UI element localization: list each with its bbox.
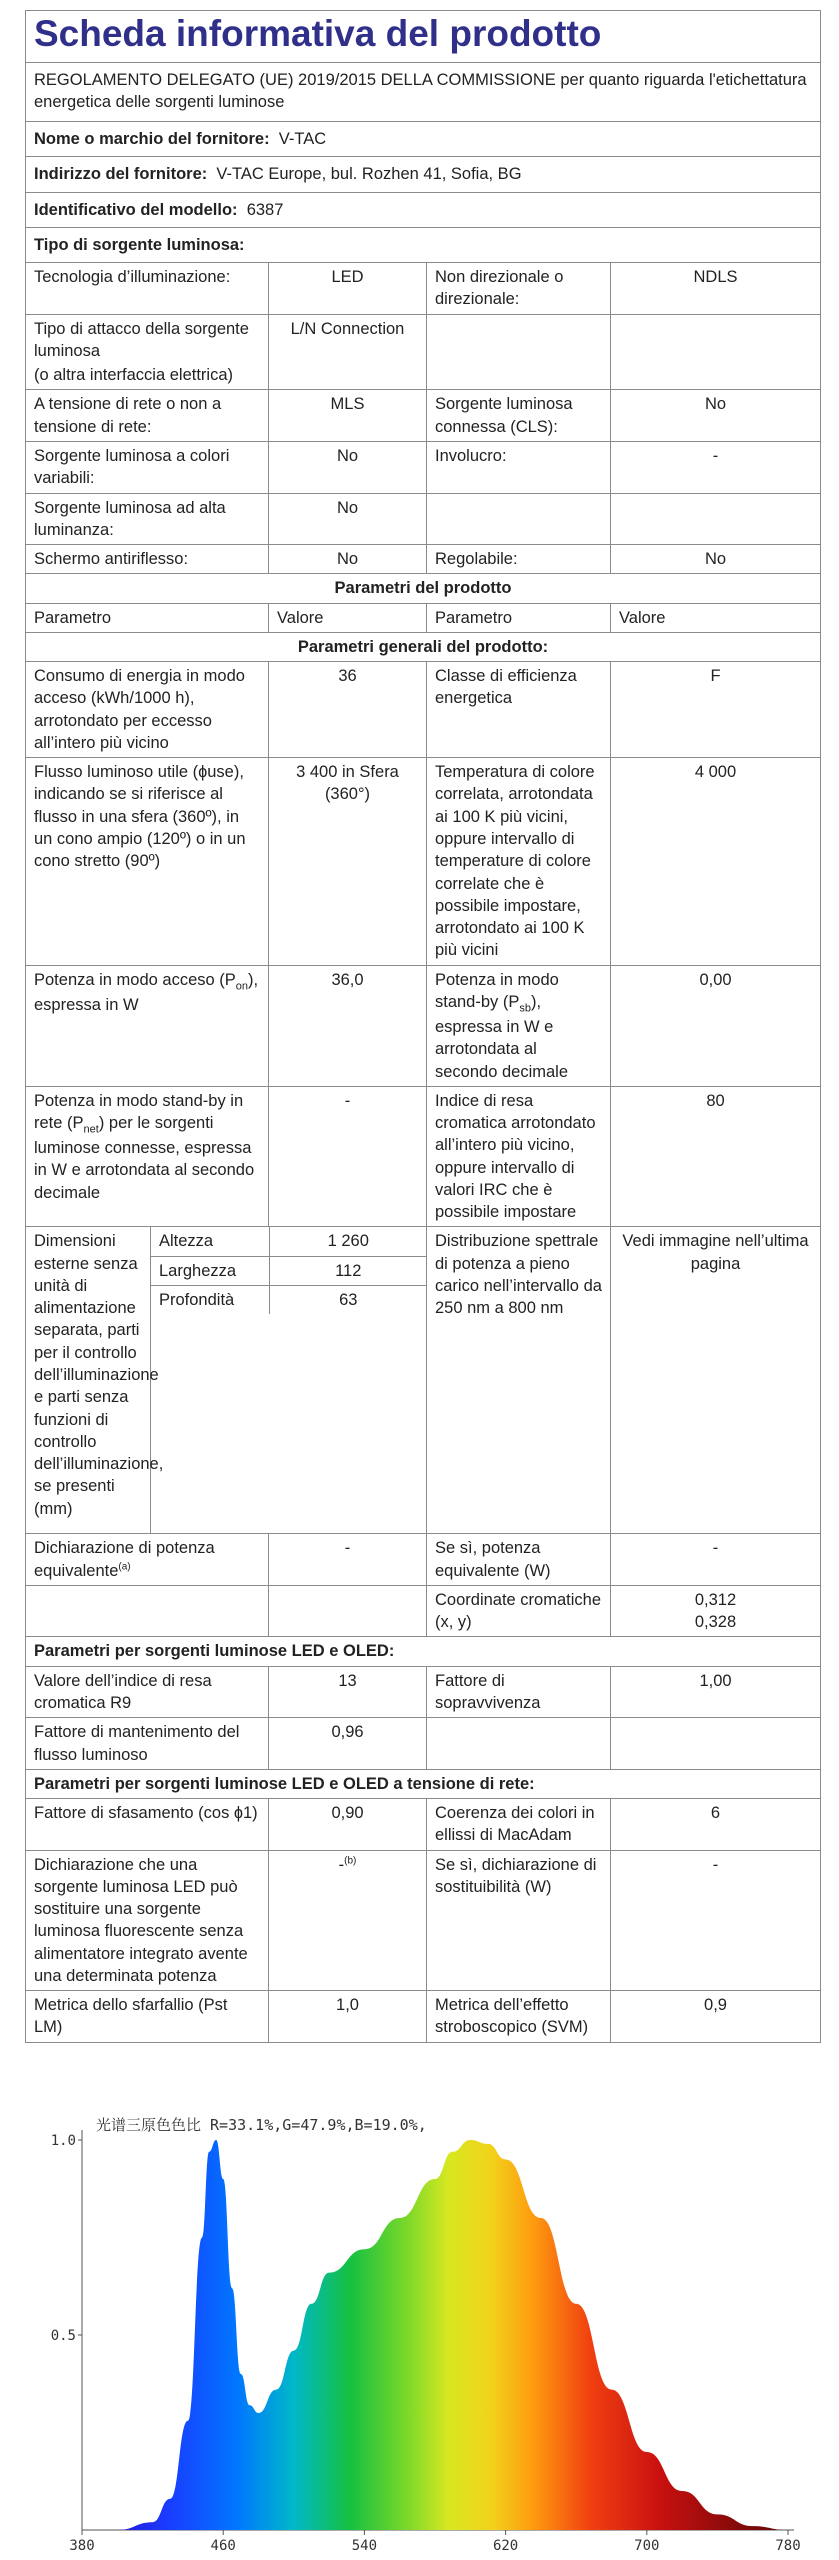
model-label: Identificativo del modello: (34, 200, 238, 219)
pnet-label: Potenza in modo stand-by in rete $(P_{net})$ per le sorgenti luminose connesse, espressa in W e arrotondata al secondo decimale (26, 1086, 269, 1227)
cri-label: Indice di resa cromatica arrotondato all’intero più vicino, oppure intervallo di valori IRC che è possibile impostare (427, 1086, 611, 1227)
x-tick-label: 540 (351, 2538, 378, 2552)
cls-value: No (611, 390, 821, 442)
flicker-value: 1,0 (269, 1991, 427, 2043)
dimmable-value: No (611, 545, 821, 574)
flux-value: 3 400 in Sfera (360°) (269, 758, 427, 965)
mains-label: A tensione di rete o non a tensione di rete: (26, 390, 269, 442)
replace-value: -$^{(b)}$ (269, 1850, 427, 1991)
spectrum-svg (38, 2092, 818, 2552)
chroma-x-value: 0,312 (694, 1590, 737, 1609)
replaceability-label: Se sì, dichiarazione di sostituibilità (W) (427, 1850, 611, 1991)
spectrum-area (82, 2140, 788, 2530)
address-label: Indirizzo del fornitore: (34, 165, 208, 184)
antiglare-value: No (269, 545, 427, 574)
cls-label: Sorgente luminosa connessa (CLS): (427, 390, 611, 442)
source-type-title: Tipo di sorgente luminosa: (26, 227, 821, 262)
high-lum-value: No (269, 493, 427, 545)
col-header-param2: Parametro (427, 603, 611, 632)
x-tick-label: 780 (775, 2538, 801, 2552)
general-params-title: Parametri generali del prodotto: (26, 632, 821, 661)
energy-label: Consumo di energia in modo acceso (kWh/1000 h), arrotondato per eccesso all’intero più vicino (26, 662, 269, 758)
antiglare-label: Schermo antiriflesso: (26, 545, 269, 574)
attach-label: Tipo di attacco della sorgente luminosa (34, 319, 249, 360)
direction-label: Non direzionale o direzionale: (427, 263, 611, 315)
cos-label: Fattore di sfasamento (cos ɸ1) (26, 1799, 269, 1851)
flicker-label: Metrica dello sfarfallio (Pst LM) (26, 1991, 269, 2043)
col-header-param: Parametro (26, 603, 269, 632)
mains-params-title: Parametri per sorgenti luminose LED e OLED a tensione di rete: (26, 1769, 821, 1798)
envelope-label: Involucro: (427, 442, 611, 494)
model-value: 6387 (246, 200, 284, 219)
supplier-value: V-TAC (278, 130, 327, 149)
dim-name: Profondità (151, 1285, 269, 1314)
high-lum-label: Sorgente luminosa ad alta luminanza: (26, 493, 269, 545)
macadam-value: 6 (611, 1799, 821, 1851)
survival-value: 1,00 (611, 1666, 821, 1718)
address-value: V-TAC Europe, bul. Rozhen 41, Sofia, BG (216, 165, 522, 184)
x-tick-label: 460 (210, 2538, 236, 2552)
chroma-label: Coordinate cromatiche (x, y) (427, 1585, 611, 1637)
spd-label: Distribuzione spettrale di potenza a pieno carico nell’intervallo da 250 nm a 800 nm (427, 1227, 611, 1534)
col-header-value2: Valore (611, 603, 821, 632)
chart-title: 光谱三原色色比 R=33.1%,G=47.9%,B=19.0%, (96, 2116, 427, 2134)
dim-value: 1 260 (269, 1227, 427, 1256)
colour-label: Sorgente luminosa a colori variabili: (26, 442, 269, 494)
mains-value: MLS (269, 390, 427, 442)
equiv-power-value: - (611, 1534, 821, 1586)
tech-label: Tecnologia d’illuminazione: (26, 263, 269, 315)
info-table (25, 10, 821, 2043)
product-information-sheet (25, 10, 820, 2043)
x-tick-label: 620 (492, 2538, 519, 2552)
spd-value: Vedi immagine nell’ultima pagina (611, 1227, 821, 1534)
led-params-title: Parametri per sorgenti luminose LED e OLED: (26, 1637, 821, 1666)
maintenance-label: Fattore di mantenimento del flusso luminoso (26, 1718, 269, 1770)
psb-value: 0,00 (611, 965, 821, 1086)
svm-label: Metrica dell’effetto stroboscopico (SVM) (427, 1991, 611, 2043)
psb-label: Potenza in modo stand-by $(P_{sb})$, espressa in W e arrotondata al secondo decimale (427, 965, 611, 1086)
survival-label: Fattore di sopravvivenza (427, 1666, 611, 1718)
r9-value: 13 (269, 1666, 427, 1718)
dim-value: 63 (339, 1290, 358, 1309)
chroma-y-value: 0,328 (694, 1613, 737, 1632)
x-tick-label: 700 (634, 2538, 660, 2552)
pnet-value: - (269, 1086, 427, 1227)
pon-label: Potenza in modo acceso $(P_{on})$, espressa in W (26, 965, 269, 1086)
equiv-value: - (269, 1534, 427, 1586)
macadam-label: Coerenza dei colori in ellissi di MacAdam (427, 1799, 611, 1851)
equiv-label: Dichiarazione di potenza equivalente$^{(a)}$ (26, 1534, 269, 1586)
spectrum-chart (38, 2092, 818, 2552)
cct-label: Temperatura di colore correlata, arrotondata ai 100 K più vicini, oppure intervallo di temperature di colore correlate che è possibile impostare, arrotondato ai 100 K più vicini (427, 758, 611, 965)
envelope-value: - (611, 442, 821, 494)
efficiency-class-label: Classe di efficienza energetica (427, 662, 611, 758)
svm-value: 0,9 (611, 1991, 821, 2043)
replace-label: Dichiarazione che una sorgente luminosa LED può sostituire una sorgente luminosa fluorescente senza alimentatore integrato avente una determinata potenza (26, 1850, 269, 1991)
y-tick-label: 0.5 (50, 2328, 76, 2344)
attach-value: L/N Connection (269, 314, 427, 390)
pon-value: 36,0 (269, 965, 427, 1086)
dimensions-table (151, 1227, 427, 1314)
direction-value: NDLS (611, 263, 821, 315)
page-title: Scheda informativa del prodotto (26, 11, 821, 63)
r9-label: Valore dell’indice di resa cromatica R9 (26, 1666, 269, 1718)
flux-label: Flusso luminoso utile (ɸuse), indicando se si riferisce al flusso in una sfera (360º), in un cono ampio (120º) o in un cono stretto (90º) (26, 758, 269, 965)
dimensions-label: Dimensioni esterne senza unità di alimentazione separata, parti per il controllo dell’illuminazione e parti senza funzioni di controllo dell’illuminazione, se presenti (mm) (26, 1227, 151, 1534)
cos-value: 0,90 (269, 1799, 427, 1851)
cct-value: 4 000 (611, 758, 821, 965)
col-header-value: Valore (269, 603, 427, 632)
y-tick-label: 1.0 (50, 2133, 76, 2149)
x-tick-label: 380 (69, 2538, 95, 2552)
colour-value: No (269, 442, 427, 494)
product-params-title: Parametri del prodotto (26, 574, 821, 603)
maintenance-value: 0,96 (269, 1718, 427, 1770)
replaceability-value: - (611, 1850, 821, 1991)
cri-value: 80 (611, 1086, 821, 1227)
supplier-label: Nome o marchio del fornitore: (34, 130, 270, 149)
efficiency-class-value: F (611, 662, 821, 758)
attach-label-sub: (o altra interfaccia elettrica) (34, 366, 233, 385)
dim-name: Altezza (151, 1227, 269, 1256)
equiv-power-label: Se sì, potenza equivalente (W) (427, 1534, 611, 1586)
dimmable-label: Regolabile: (427, 545, 611, 574)
tech-value: LED (269, 263, 427, 315)
dim-value: 112 (269, 1256, 427, 1285)
energy-value: 36 (269, 662, 427, 758)
regulation-text: REGOLAMENTO DELEGATO (UE) 2019/2015 DELLA COMMISSIONE per quanto riguarda l'etichettatura energetica delle sorgenti luminose (26, 62, 821, 122)
dim-name: Larghezza (151, 1256, 269, 1285)
